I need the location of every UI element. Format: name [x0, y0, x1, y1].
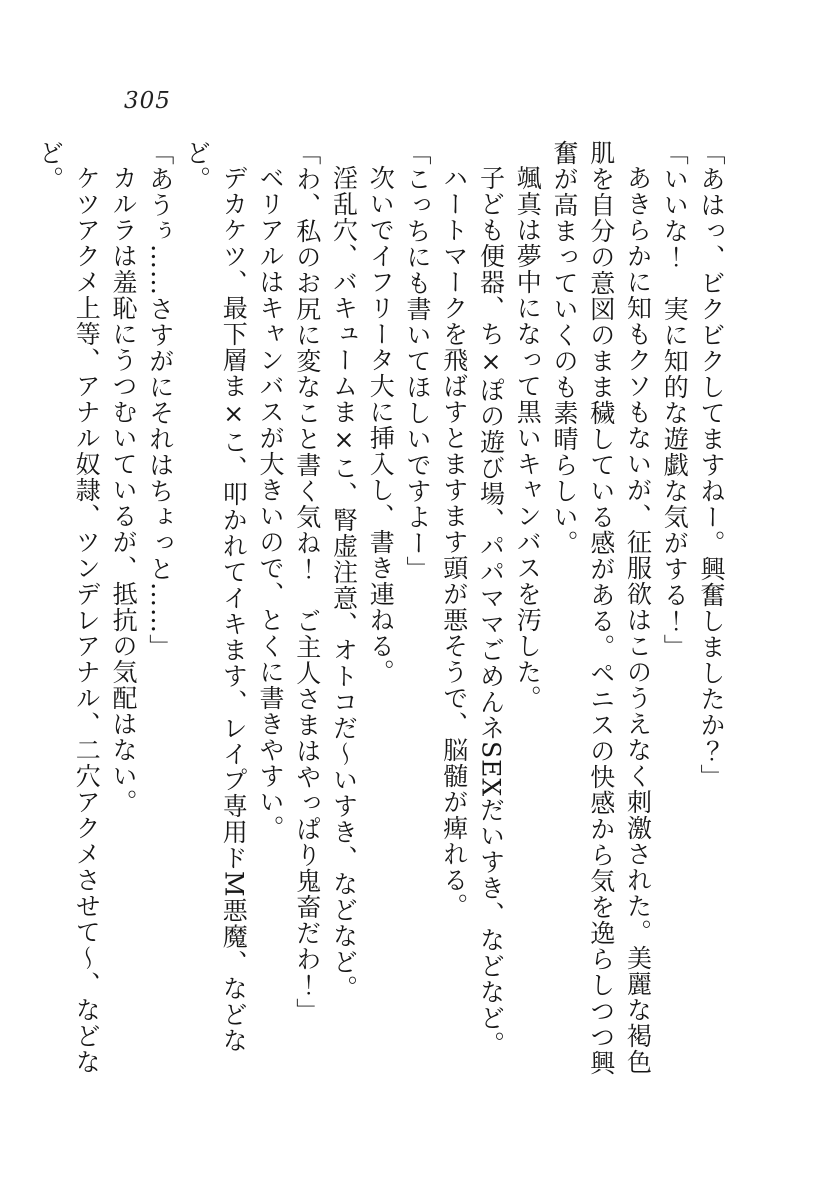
paragraph-narration: 淫乱穴、バキュームま×こ、腎虚注意、オトコだ～いすき、などなど。	[329, 165, 359, 1001]
paragraph-dialogue: 「わ、私のお尻に変なこと書く気ね！ ご主人さまはやっぱり鬼畜だわ！」	[292, 140, 322, 1024]
paragraph-narration: ベリアルはキャンバスが大きいので、とくに書きやすい。	[256, 165, 285, 841]
paragraph-narration: 颯真は夢中になって黒いキャンバスを汚した。	[513, 165, 543, 711]
paragraph-narration: ハートマークを飛ばすとますます頭が悪そうで、脳髄が痺れる。	[439, 165, 469, 919]
paragraph-dialogue: 「あうぅ……さすがにそれはちょっと……」	[145, 140, 175, 660]
paragraph-dialogue: 「いいな！ 実に知的な遊戯な気がする！」	[660, 140, 690, 660]
vertical-text-block	[35, 140, 729, 1088]
paragraph-dialogue: 「あはっ、ビクビクしてますねー。興奮しましたか？」	[697, 140, 726, 790]
paragraph-dialogue: 「こっちにも書いてほしいですよー」	[403, 140, 432, 582]
paragraph-narration: 子ども便器、ち×ぽの遊び場、パパママごめんネSEXだいすき、などなど。	[476, 165, 506, 1058]
page-number: 305	[124, 88, 171, 114]
paragraph-narration: デカケツ、最下層ま×こ、叩かれてイキます、レイプ専用ドM悪魔、などなど。	[182, 140, 249, 1054]
paragraph-narration: 次いでイフリータ大に挿入し、書き連ねる。	[366, 165, 396, 685]
paragraph-narration: ケツアクメ上等、アナル奴隷、ツンデレアナル、二穴アクメさせて～、などなど。	[35, 140, 102, 1075]
paragraph-narration: カルラは羞恥にうつむいているが、抵抗の気配はない。	[109, 165, 138, 815]
paragraph-narration: あきらかに知もクソもないが、征服欲はこのうえなく刺激された。美麗な褐色肌を自分の意図のまま穢している感がある。ペニスの快感から気を逸らしつつ興奮が高まっていくのも素晴らしい。	[550, 140, 653, 1076]
